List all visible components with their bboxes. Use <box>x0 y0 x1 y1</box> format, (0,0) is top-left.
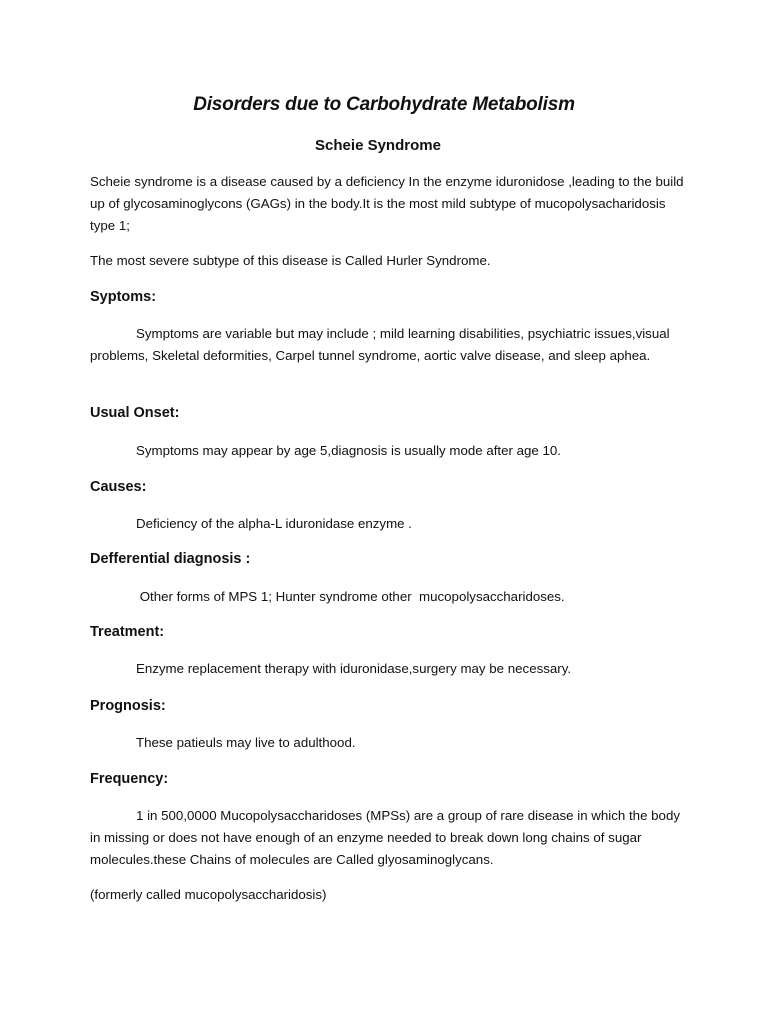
onset-heading: Usual Onset: <box>90 405 180 421</box>
prognosis-heading: Prognosis: <box>90 698 166 714</box>
prognosis-text: These patieuls may live to adulthood. <box>136 735 356 750</box>
frequency-heading: Frequency: <box>90 771 169 787</box>
intro-paragraph-1: Scheie syndrome is a disease caused by a deficiency In the enzyme iduronidose ,leading to the build up of glycosaminoglycons (GAGs) in the body.It is the most mild subtype of mucopolysacharidosis type 1; <box>90 174 684 233</box>
symptoms-text: Symptoms are variable but may include ; mild learning disabilities, psychiatric issues,visual problems, Skeletal deformities, Carpel tunnel syndrome, aortic valve disease, and sleep aphea. <box>90 326 670 363</box>
treatment-text: Enzyme replacement therapy with iduronidase,surgery may be necessary. <box>136 661 572 676</box>
onset-text: Symptoms may appear by age 5,diagnosis is usually mode after age 10. <box>136 443 561 458</box>
differential-heading: Defferential diagnosis : <box>90 551 251 567</box>
causes-heading: Causes: <box>90 479 147 495</box>
causes-text: Deficiency of the alpha-L iduronidase enzyme . <box>136 516 412 531</box>
symptoms-heading: Syptoms: <box>90 289 157 305</box>
treatment-heading: Treatment: <box>90 624 165 640</box>
footnote: (formerly called mucopolysaccharidosis) <box>90 887 327 902</box>
document-subtitle: Scheie Syndrome <box>315 137 441 154</box>
document-title: Disorders due to Carbohydrate Metabolism <box>193 94 575 115</box>
frequency-text: 1 in 500,0000 Mucopolysaccharidoses (MPSs) are a group of rare disease in which the body in missing or does not have enough of an enzyme needed to break down long chains of sugar molecules.these Chains of molecules are Called glyosaminoglycans. <box>90 808 680 867</box>
differential-text: Other forms of MPS 1; Hunter syndrome other mucopolysaccharidoses. <box>136 589 565 604</box>
intro-paragraph-2: The most severe subtype of this disease is Called Hurler Syndrome. <box>90 253 491 268</box>
